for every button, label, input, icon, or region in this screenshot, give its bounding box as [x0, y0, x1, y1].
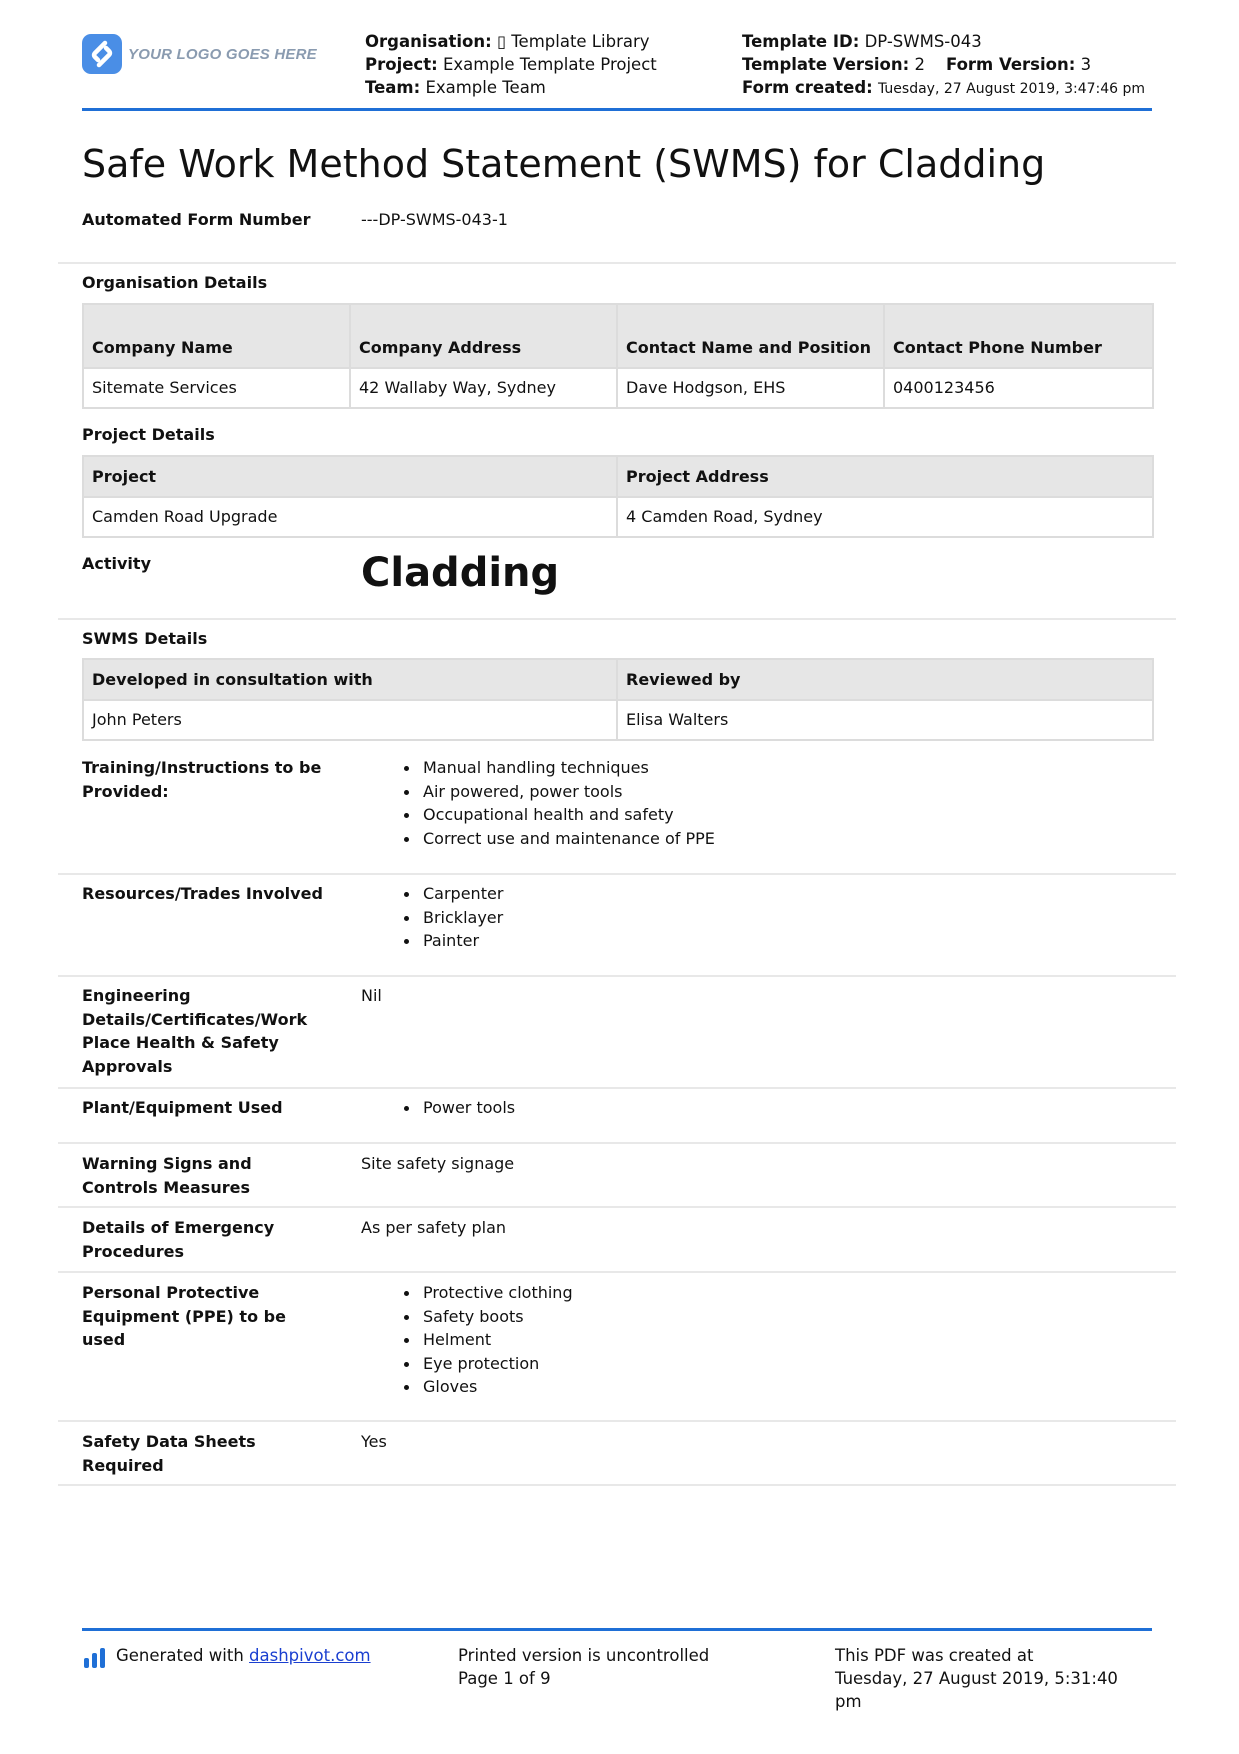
warning-signs-value: Site safety signage: [361, 1154, 515, 1173]
table-cell: Dave Hodgson, EHS: [617, 368, 884, 408]
plant-label: Plant/Equipment Used: [82, 1098, 283, 1117]
pdf-created-line: pm: [835, 1692, 862, 1711]
team-value: Example Team: [425, 78, 546, 97]
template-version-label: Template Version:: [742, 55, 910, 74]
divider: [58, 262, 1176, 264]
training-label: Training/Instructions to be Provided:: [82, 758, 322, 801]
list-item: Helment: [361, 1328, 573, 1352]
list-item: Protective clothing: [361, 1281, 573, 1305]
project-label: Project:: [365, 55, 438, 74]
footer-pdf-created: [835, 1644, 1118, 1713]
project-details-table: [82, 455, 1154, 538]
company-logo: [82, 34, 317, 74]
list-item: Manual handling techniques: [361, 756, 715, 780]
list-item: Occupational health and safety: [361, 803, 715, 827]
list-item: Eye protection: [361, 1352, 573, 1376]
emergency-label: Details of Emergency Procedures: [82, 1218, 275, 1261]
divider: [58, 1142, 1176, 1144]
list-item: Safety boots: [361, 1305, 573, 1329]
activity-label: Activity: [82, 554, 151, 573]
plant-list: [361, 1096, 515, 1120]
table-header-row: [83, 659, 1153, 700]
divider: [58, 1206, 1176, 1208]
document-header: [82, 28, 1152, 108]
column-header: Project Address: [617, 456, 1153, 497]
form-version-label: Form Version:: [945, 55, 1076, 74]
column-header: Contact Phone Number: [884, 304, 1153, 368]
organisation-value: ▯ Template Library: [496, 32, 650, 51]
table-row: [83, 700, 1153, 740]
footer-generated: [116, 1644, 371, 1667]
column-header: Contact Name and Position: [617, 304, 884, 368]
table-cell: Sitemate Services: [83, 368, 350, 408]
column-header: Company Address: [350, 304, 617, 368]
sds-value: Yes: [361, 1432, 387, 1451]
template-version-value: 2: [914, 55, 925, 74]
logo-icon: [82, 34, 122, 74]
form-version-value: 3: [1080, 55, 1092, 74]
column-header: Developed in consultation with: [83, 659, 617, 700]
table-header-row: [83, 456, 1153, 497]
page-title: Safe Work Method Statement (SWMS) for Cladding: [82, 142, 1046, 186]
table-cell: Camden Road Upgrade: [83, 497, 617, 537]
page-number: Page 1 of 9: [458, 1669, 551, 1688]
table-cell: 42 Wallaby Way, Sydney: [350, 368, 617, 408]
ppe-list: [361, 1281, 573, 1399]
table-cell: 4 Camden Road, Sydney: [617, 497, 1153, 537]
pdf-created-line: Tuesday, 27 August 2019, 5:31:40: [835, 1669, 1118, 1688]
form-number-label: Automated Form Number: [82, 210, 311, 229]
table-header-row: [83, 304, 1153, 368]
divider: [58, 1484, 1176, 1486]
training-list: [361, 756, 715, 850]
activity-value: Cladding: [361, 550, 560, 596]
ppe-label: Personal Protective Equipment (PPE) to be used: [82, 1283, 286, 1349]
header-template-info: [742, 30, 1145, 101]
column-header: Company Name: [83, 304, 350, 368]
template-id-value: DP-SWMS-043: [864, 32, 982, 51]
pdf-created-line: This PDF was created at: [835, 1646, 1034, 1665]
project-value: Example Template Project: [442, 55, 657, 74]
column-header: Reviewed by: [617, 659, 1153, 700]
emergency-value: As per safety plan: [361, 1218, 507, 1237]
list-item: Air powered, power tools: [361, 780, 715, 804]
resources-label: Resources/Trades Involved: [82, 884, 323, 903]
generated-prefix: Generated with: [116, 1646, 244, 1665]
table-cell: John Peters: [83, 700, 617, 740]
resources-list: [361, 882, 503, 953]
footer-print-note: [458, 1644, 709, 1690]
logo-text: YOUR LOGO GOES HERE: [128, 45, 317, 63]
organisation-details-heading: Organisation Details: [82, 273, 268, 292]
list-item: Bricklayer: [361, 906, 503, 930]
template-id-label: Template ID:: [742, 32, 860, 51]
engineering-label: Engineering Details/Certificates/Work Place Health & Safety Approvals: [82, 986, 308, 1076]
engineering-value: Nil: [361, 986, 382, 1005]
table-cell: 0400123456: [884, 368, 1153, 408]
list-item: Carpenter: [361, 882, 503, 906]
list-item: Power tools: [361, 1096, 515, 1120]
sds-label: Safety Data Sheets Required: [82, 1432, 256, 1475]
list-item: Painter: [361, 929, 503, 953]
organisation-label: Organisation:: [365, 32, 492, 51]
list-item: Gloves: [361, 1375, 573, 1399]
team-label: Team:: [365, 78, 421, 97]
divider: [58, 975, 1176, 977]
divider: [58, 1271, 1176, 1273]
table-row: [83, 368, 1153, 408]
project-details-heading: Project Details: [82, 425, 215, 444]
organisation-details-table: [82, 303, 1154, 409]
divider: [58, 618, 1176, 620]
form-created-label: Form created:: [742, 78, 873, 97]
footer-divider: [82, 1628, 1152, 1631]
divider: [58, 873, 1176, 875]
table-cell: Elisa Walters: [617, 700, 1153, 740]
warning-signs-label: Warning Signs and Controls Measures: [82, 1154, 252, 1197]
printed-note: Printed version is uncontrolled: [458, 1646, 710, 1665]
column-header: Project: [83, 456, 617, 497]
header-divider: [82, 108, 1152, 111]
divider: [58, 1420, 1176, 1422]
form-created-value: Tuesday, 27 August 2019, 3:47:46 pm: [878, 81, 1146, 97]
divider: [58, 1087, 1176, 1089]
swms-details-table: [82, 658, 1154, 741]
dashpivot-bars-icon: [84, 1647, 106, 1669]
dashpivot-link[interactable]: dashpivot.com: [249, 1646, 371, 1665]
table-row: [83, 497, 1153, 537]
swms-details-heading: SWMS Details: [82, 629, 208, 648]
header-project-info: [365, 30, 657, 99]
form-number-value: ---DP-SWMS-043-1: [361, 210, 508, 229]
list-item: Correct use and maintenance of PPE: [361, 827, 715, 851]
